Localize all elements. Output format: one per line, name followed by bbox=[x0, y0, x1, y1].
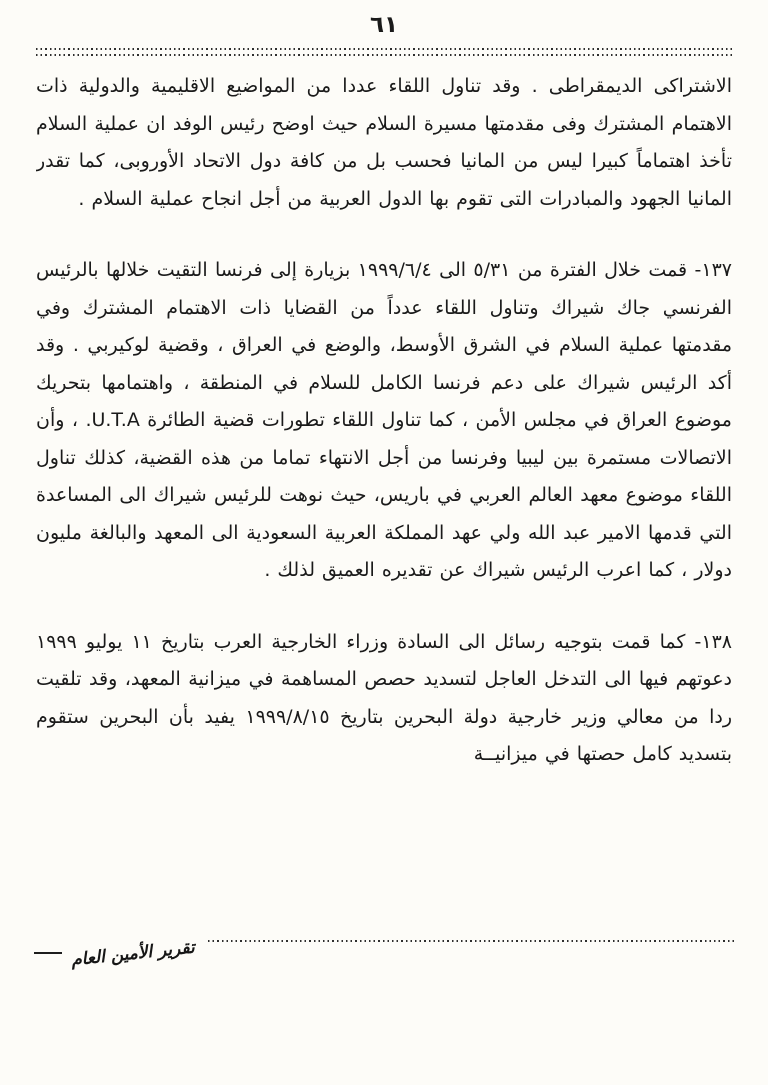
top-divider bbox=[36, 48, 732, 56]
divider-dotted-line bbox=[36, 54, 732, 56]
document-body bbox=[36, 68, 732, 913]
footer-dash bbox=[34, 952, 62, 954]
divider-dotted-line bbox=[36, 48, 732, 50]
paragraph-138: ١٣٨- كما قمت بتوجيه رسائل الى السادة وزراء الخارجية العرب بتاريخ ١١ يوليو ١٩٩٩ دعوتهم فيها الى التدخل العاجل لتسديد حصص المساهمة في ميزانية المعهد، وقد تلقيت ردا من معالي وزير خارجية دولة البحرين بتاريخ ١٩٩٩/٨/١٥ يفيد بأن البحرين ستقوم بتسديد كامل حصتها في ميزانيــة bbox=[36, 630, 732, 765]
footer-divider bbox=[208, 940, 734, 942]
signature-handwriting: تقرير الأمين العام bbox=[70, 937, 196, 971]
page-number: ٦١ bbox=[369, 12, 399, 38]
paragraph-continued: الاشتراكى الديمقراطى . وقد تناول اللقاء عددا من المواضيع الاقليمية والدولية ذات الاهتمام المشترك وفى مقدمتها مسيرة السلام حيث اوضح رئيس الوفد ان عملية السلام تأخذ اهتماماً كبيرا ليس من المانيا فحسب بل من كافة دول الاتحاد الأوروبى، كما تقدر المانيا الجهود والمبادرات التى تقوم بها الدول العربية من أجل انجاح عملية السلام . bbox=[36, 75, 732, 210]
paragraph-137: ١٣٧- قمت خلال الفترة من ٥/٣١ الى ١٩٩٩/٦/٤ بزيارة إلى فرنسا التقيت خلالها بالرئيس الفرنسي جاك شيراك وتناول اللقاء عدداً من القضايا ذات الاهتمام المشترك وفي مقدمتها عملية السلام في الشرق الأوسط، والوضع في العراق ، وقضية لوكيربي . وقد أكد الرئيس شيراك على دعم فرنسا الكامل للسلام في المنطقة ، واهتمامها بتحريك موضوع العراق في مجلس الأمن ، كما تناول اللقاء تطورات قضية الطائرة U.T.A. ، وأن الاتصالات مستمرة بين ليبيا وفرنسا من أجل الانتهاء تماما من هذه القضية، كذلك تناول اللقاء موضوع معهد العالم العربي في باريس، حيث نوهت للرئيس شيراك الى المساعدة التي قدمها الامير عبد الله ولي عهد المملكة العربية السعودية الى المعهد والبالغة مليون دولار ، كما اعرب الرئيس شيراك عن تقديره العميق لذلك . bbox=[36, 259, 732, 581]
page-footer bbox=[34, 922, 734, 970]
